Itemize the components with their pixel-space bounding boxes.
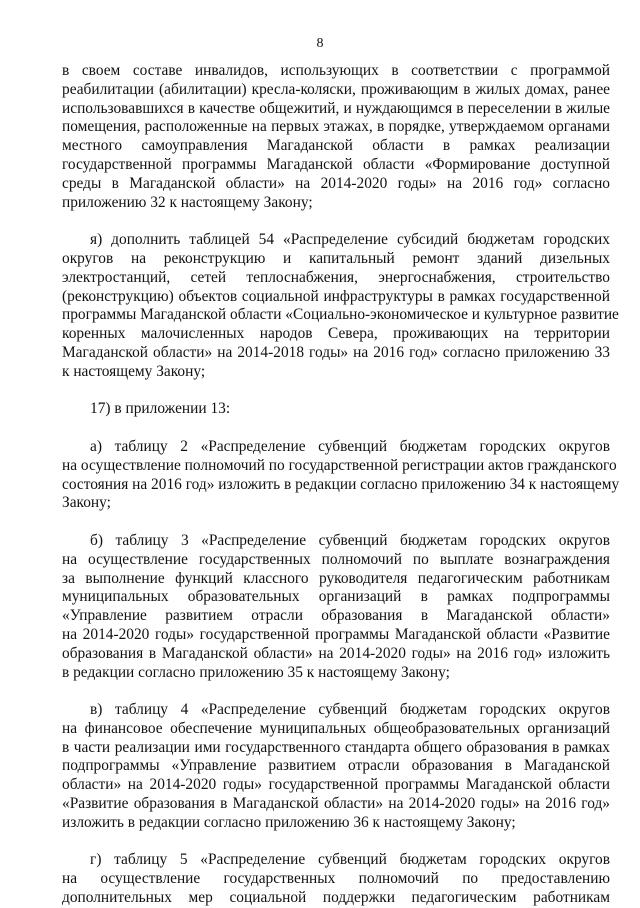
text-line: подпрограммы «Управление развитием отрасли образования в Магаданской bbox=[62, 757, 610, 775]
text-line: среды в Магаданской области» на 2014-2020 годы» на 2016 год» согласно bbox=[62, 174, 610, 192]
paragraph bbox=[62, 851, 610, 907]
text-line: изложить в редакции согласно приложению 36 к настоящему Закону; bbox=[62, 813, 516, 831]
text-line: муниципальных образовательных организаций в рамках подпрограммы bbox=[62, 588, 610, 606]
text-line: за выполнение функций классного руководителя педагогическим работникам bbox=[62, 569, 610, 587]
text-line: «Управление развитием отрасли образования в Магаданской области» bbox=[62, 607, 610, 625]
paragraph-gap bbox=[62, 682, 610, 701]
text-line: на финансовое обеспечение муниципальных общеобразовательных организаций bbox=[62, 719, 610, 737]
text-line: образования в Магаданской области» на 2014-2020 годы» на 2016 год» изложить bbox=[62, 644, 610, 662]
paragraph-gap bbox=[62, 382, 610, 401]
text-line: в своем составе инвалидов, использующих в соответствии с программой bbox=[62, 62, 610, 79]
paragraph bbox=[62, 532, 610, 682]
text-line: на осуществление полномочий по государственной регистрации актов гражданского bbox=[62, 456, 617, 474]
text-line: я) дополнить таблицей 54 «Распределение субсидий бюджетам городских bbox=[90, 231, 610, 249]
text-line: на 2014-2020 годы» государственной программы Магаданской области «Развитие bbox=[62, 625, 610, 643]
text-line: дополнительных мер социальной поддержки педагогическим работникам bbox=[62, 889, 610, 907]
paragraph bbox=[62, 437, 620, 513]
text-line: а) таблицу 2 «Распределение субвенций бюджетам городских округов bbox=[90, 437, 610, 455]
paragraph-gap bbox=[62, 513, 610, 532]
paragraph-gap bbox=[62, 212, 610, 231]
text-line: на осуществление государственных полномочий по выплате вознаграждения bbox=[62, 550, 610, 568]
text-line: приложению 32 к настоящему Закону; bbox=[62, 193, 313, 211]
text-line: реабилитации (абилитации) кресла-коляски, проживающим в жилых домах, ранее bbox=[62, 80, 610, 98]
text-line: (реконструкцию) объектов социальной инфраструктуры в рамках государственной bbox=[62, 287, 610, 305]
text-line: б) таблицу 3 «Распределение субвенций бюджетам городских округов bbox=[90, 531, 610, 549]
paragraph bbox=[62, 231, 619, 381]
text-line: электростанций, сетей теплоснабжения, энергоснабжения, строительство bbox=[62, 268, 610, 286]
text-line: «Развитие образования в Магаданской области» на 2014-2020 годы» на 2016 год» bbox=[62, 795, 610, 813]
text-line: 17) в приложении 13: bbox=[90, 400, 231, 418]
paragraph-gap bbox=[62, 419, 610, 438]
text-line: состояния на 2016 год» изложить в редакции согласно приложению 34 к настоящему bbox=[62, 475, 620, 493]
paragraph bbox=[62, 701, 610, 833]
text-line: программы Магаданской области «Социально-экономическое и культурное развитие bbox=[62, 306, 619, 324]
page-number: 8 bbox=[316, 36, 324, 51]
text-line: использовавшихся в качестве общежитий, и нуждающимся в переселении в жилые bbox=[62, 99, 610, 117]
paragraph-gap bbox=[62, 833, 610, 852]
text-line: г) таблицу 5 «Распределение субвенций бюджетам городских округов bbox=[90, 851, 610, 869]
text-line: коренных малочисленных народов Севера, проживающих на территории bbox=[62, 325, 610, 343]
paragraph bbox=[62, 62, 610, 212]
paragraph bbox=[62, 400, 610, 419]
text-line: в) таблицу 4 «Распределение субвенций бюджетам городских округов bbox=[90, 701, 610, 719]
text-line: государственной программы Магаданской области «Формирование доступной bbox=[62, 155, 610, 173]
text-line: Магаданской области» на 2014-2018 годы» на 2016 год» согласно приложению 33 bbox=[62, 343, 610, 361]
text-line: области» на 2014-2020 годы» государственной программы Магаданской области bbox=[62, 776, 610, 794]
text-line: в редакции согласно приложению 35 к настоящему Закону; bbox=[62, 663, 450, 681]
document-body bbox=[62, 62, 620, 908]
text-line: помещения, расположенные на первых этажах, в порядке, утверждаемом органами bbox=[62, 118, 610, 136]
text-line: на осуществление государственных полномочий по предоставлению bbox=[62, 870, 610, 888]
text-line: к настоящему Закону; bbox=[62, 362, 206, 380]
text-line: в части реализации ими государственного стандарта общего образования в рамках bbox=[62, 738, 610, 756]
text-line: Закону; bbox=[62, 494, 111, 512]
text-line: местного самоуправления Магаданской области в рамках реализации bbox=[62, 137, 610, 155]
text-line: округов на реконструкцию и капитальный ремонт зданий дизельных bbox=[62, 249, 610, 267]
